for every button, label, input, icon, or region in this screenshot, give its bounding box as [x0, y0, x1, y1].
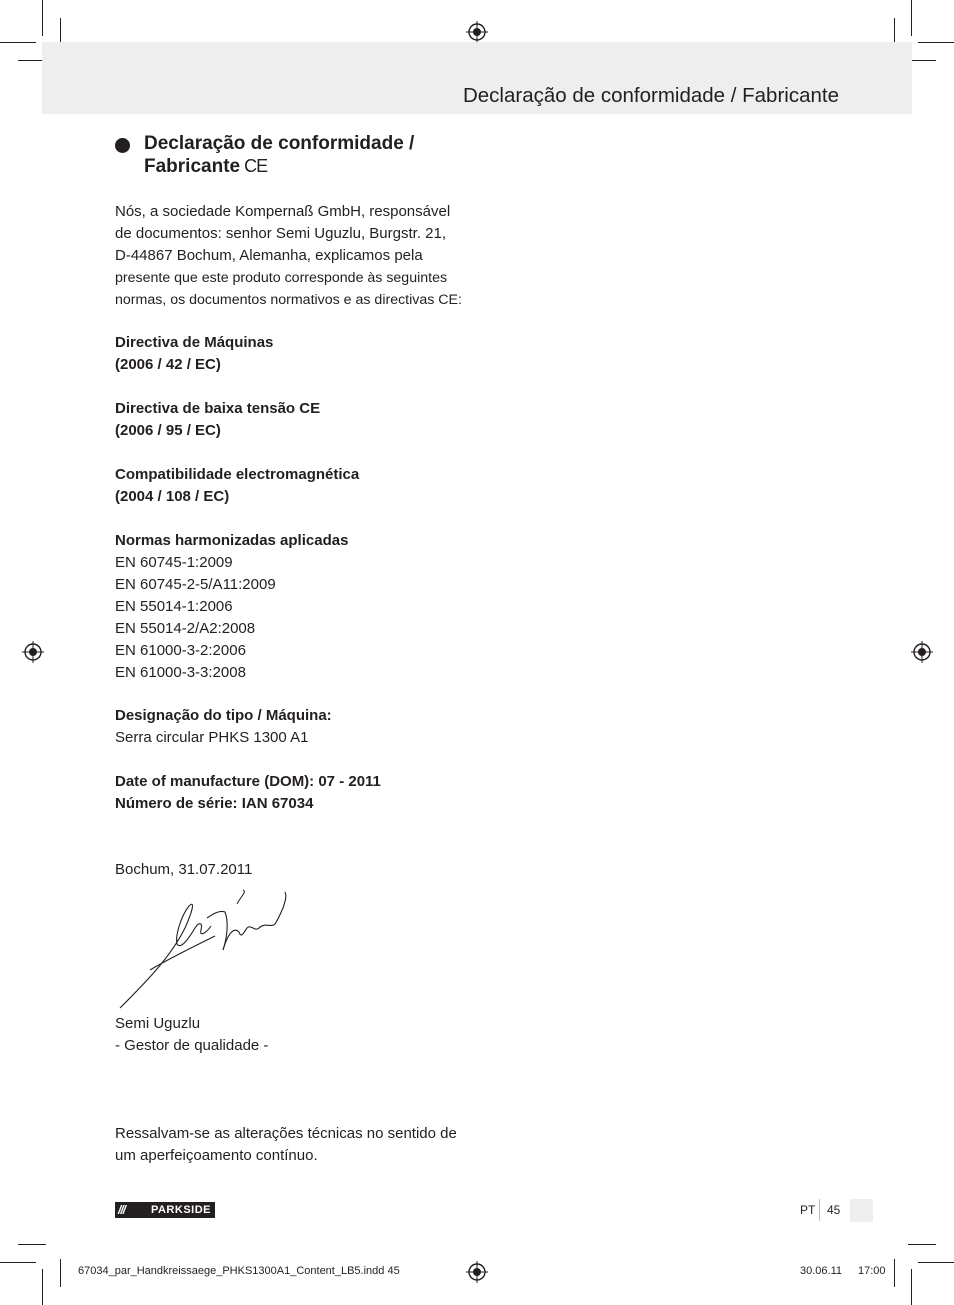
intro-line: presente que este produto corresponde às seguintes — [115, 270, 448, 286]
crop-mark — [908, 60, 936, 61]
crop-mark — [918, 1262, 954, 1263]
disclaimer-line: um aperfeiçoamento contínuo. — [115, 1147, 318, 1164]
signatory-name: Semi Uguzlu — [115, 1015, 201, 1032]
directive-machinery — [115, 332, 273, 376]
serial-number: Número de série: IAN 67034 — [115, 795, 314, 812]
registration-mark-icon — [911, 641, 933, 663]
divider — [819, 1199, 820, 1221]
intro-paragraph — [115, 201, 462, 311]
crop-mark — [60, 1259, 61, 1287]
directive-name: Directiva de Máquinas — [115, 334, 274, 351]
bullet-icon — [115, 138, 130, 153]
registration-mark-icon — [22, 641, 44, 663]
signatory-role: - Gestor de qualidade - — [115, 1037, 269, 1054]
directive-name: Directiva de baixa tensão CE — [115, 400, 321, 417]
standard-item: EN 61000-3-3:2008 — [115, 664, 246, 681]
place-date: Bochum, 31.07.2011 — [115, 861, 253, 878]
standard-item: EN 60745-1:2009 — [115, 554, 233, 571]
page-title: Declaração de conformidade / Fabricante — [462, 84, 839, 107]
directive-emc — [115, 464, 359, 508]
page-number-box — [850, 1199, 873, 1222]
manufacture-date: Date of manufacture (DOM): 07 - 2011 — [115, 773, 381, 790]
intro-line: D-44867 Bochum, Alemanha, explicamos pela — [115, 247, 423, 264]
standard-item: EN 55014-2/A2:2008 — [115, 620, 256, 637]
directive-number: (2006 / 95 / EC) — [115, 422, 221, 439]
standard-item: EN 60745-2-5/A11:2009 — [115, 576, 276, 593]
signatory — [115, 1013, 268, 1057]
heading-text — [144, 132, 484, 178]
directive-number: (2004 / 108 / EC) — [115, 488, 230, 505]
heading-line-2-text: Fabricante — [144, 156, 241, 177]
disclaimer-line: Ressalvam-se as alterações técnicas no sentido de — [115, 1125, 457, 1142]
heading-line-2 — [144, 155, 484, 178]
directive-name: Compatibilidade electromagnética — [115, 466, 360, 483]
registration-mark-icon — [466, 1261, 488, 1283]
directive-low-voltage — [115, 398, 320, 442]
signature-image — [115, 888, 295, 1013]
registration-mark-icon — [466, 21, 488, 43]
intro-line: Nós, a sociedade Kompernaß GmbH, responsável — [115, 203, 451, 220]
type-designation — [115, 705, 332, 749]
manufacture-info — [115, 771, 381, 815]
type-value: Serra circular PHKS 1300 A1 — [115, 729, 309, 746]
intro-line: de documentos: senhor Semi Uguzlu, Burgstr. 21, — [115, 225, 447, 242]
standard-item: EN 61000-3-2:2006 — [115, 642, 246, 659]
heading-line-1: Declaração de conformidade / — [144, 133, 415, 154]
parkside-logo — [115, 1202, 215, 1218]
crop-mark — [42, 0, 43, 36]
crop-mark — [0, 42, 36, 43]
slug-date: 30.06.11 — [800, 1265, 843, 1277]
ce-mark-icon: CE — [244, 156, 268, 176]
language-code: PT — [800, 1203, 816, 1217]
slug-time: 17:00 — [858, 1265, 886, 1277]
standard-item: EN 55014-1:2006 — [115, 598, 233, 615]
disclaimer — [115, 1123, 457, 1167]
logo-text: PARKSIDE — [150, 1204, 211, 1216]
crop-mark — [911, 1269, 912, 1305]
crop-mark — [42, 1269, 43, 1305]
logo-stripes-icon: /// — [118, 1203, 126, 1217]
crop-mark — [0, 1262, 36, 1263]
crop-mark — [918, 42, 954, 43]
directive-number: (2006 / 42 / EC) — [115, 356, 221, 373]
slug-file: 67034_par_Handkreissaege_PHKS1300A1_Content_LB5.indd 45 — [78, 1265, 400, 1277]
crop-mark — [908, 1244, 936, 1245]
page-number: 45 — [827, 1203, 841, 1217]
crop-mark — [894, 1259, 895, 1287]
intro-line: normas, os documentos normativos e as directivas CE: — [115, 292, 462, 308]
type-label: Designação do tipo / Máquina: — [115, 707, 332, 724]
crop-mark — [911, 0, 912, 36]
standards-block — [115, 530, 348, 684]
crop-mark — [18, 1244, 46, 1245]
standards-title: Normas harmonizadas aplicadas — [115, 532, 349, 549]
